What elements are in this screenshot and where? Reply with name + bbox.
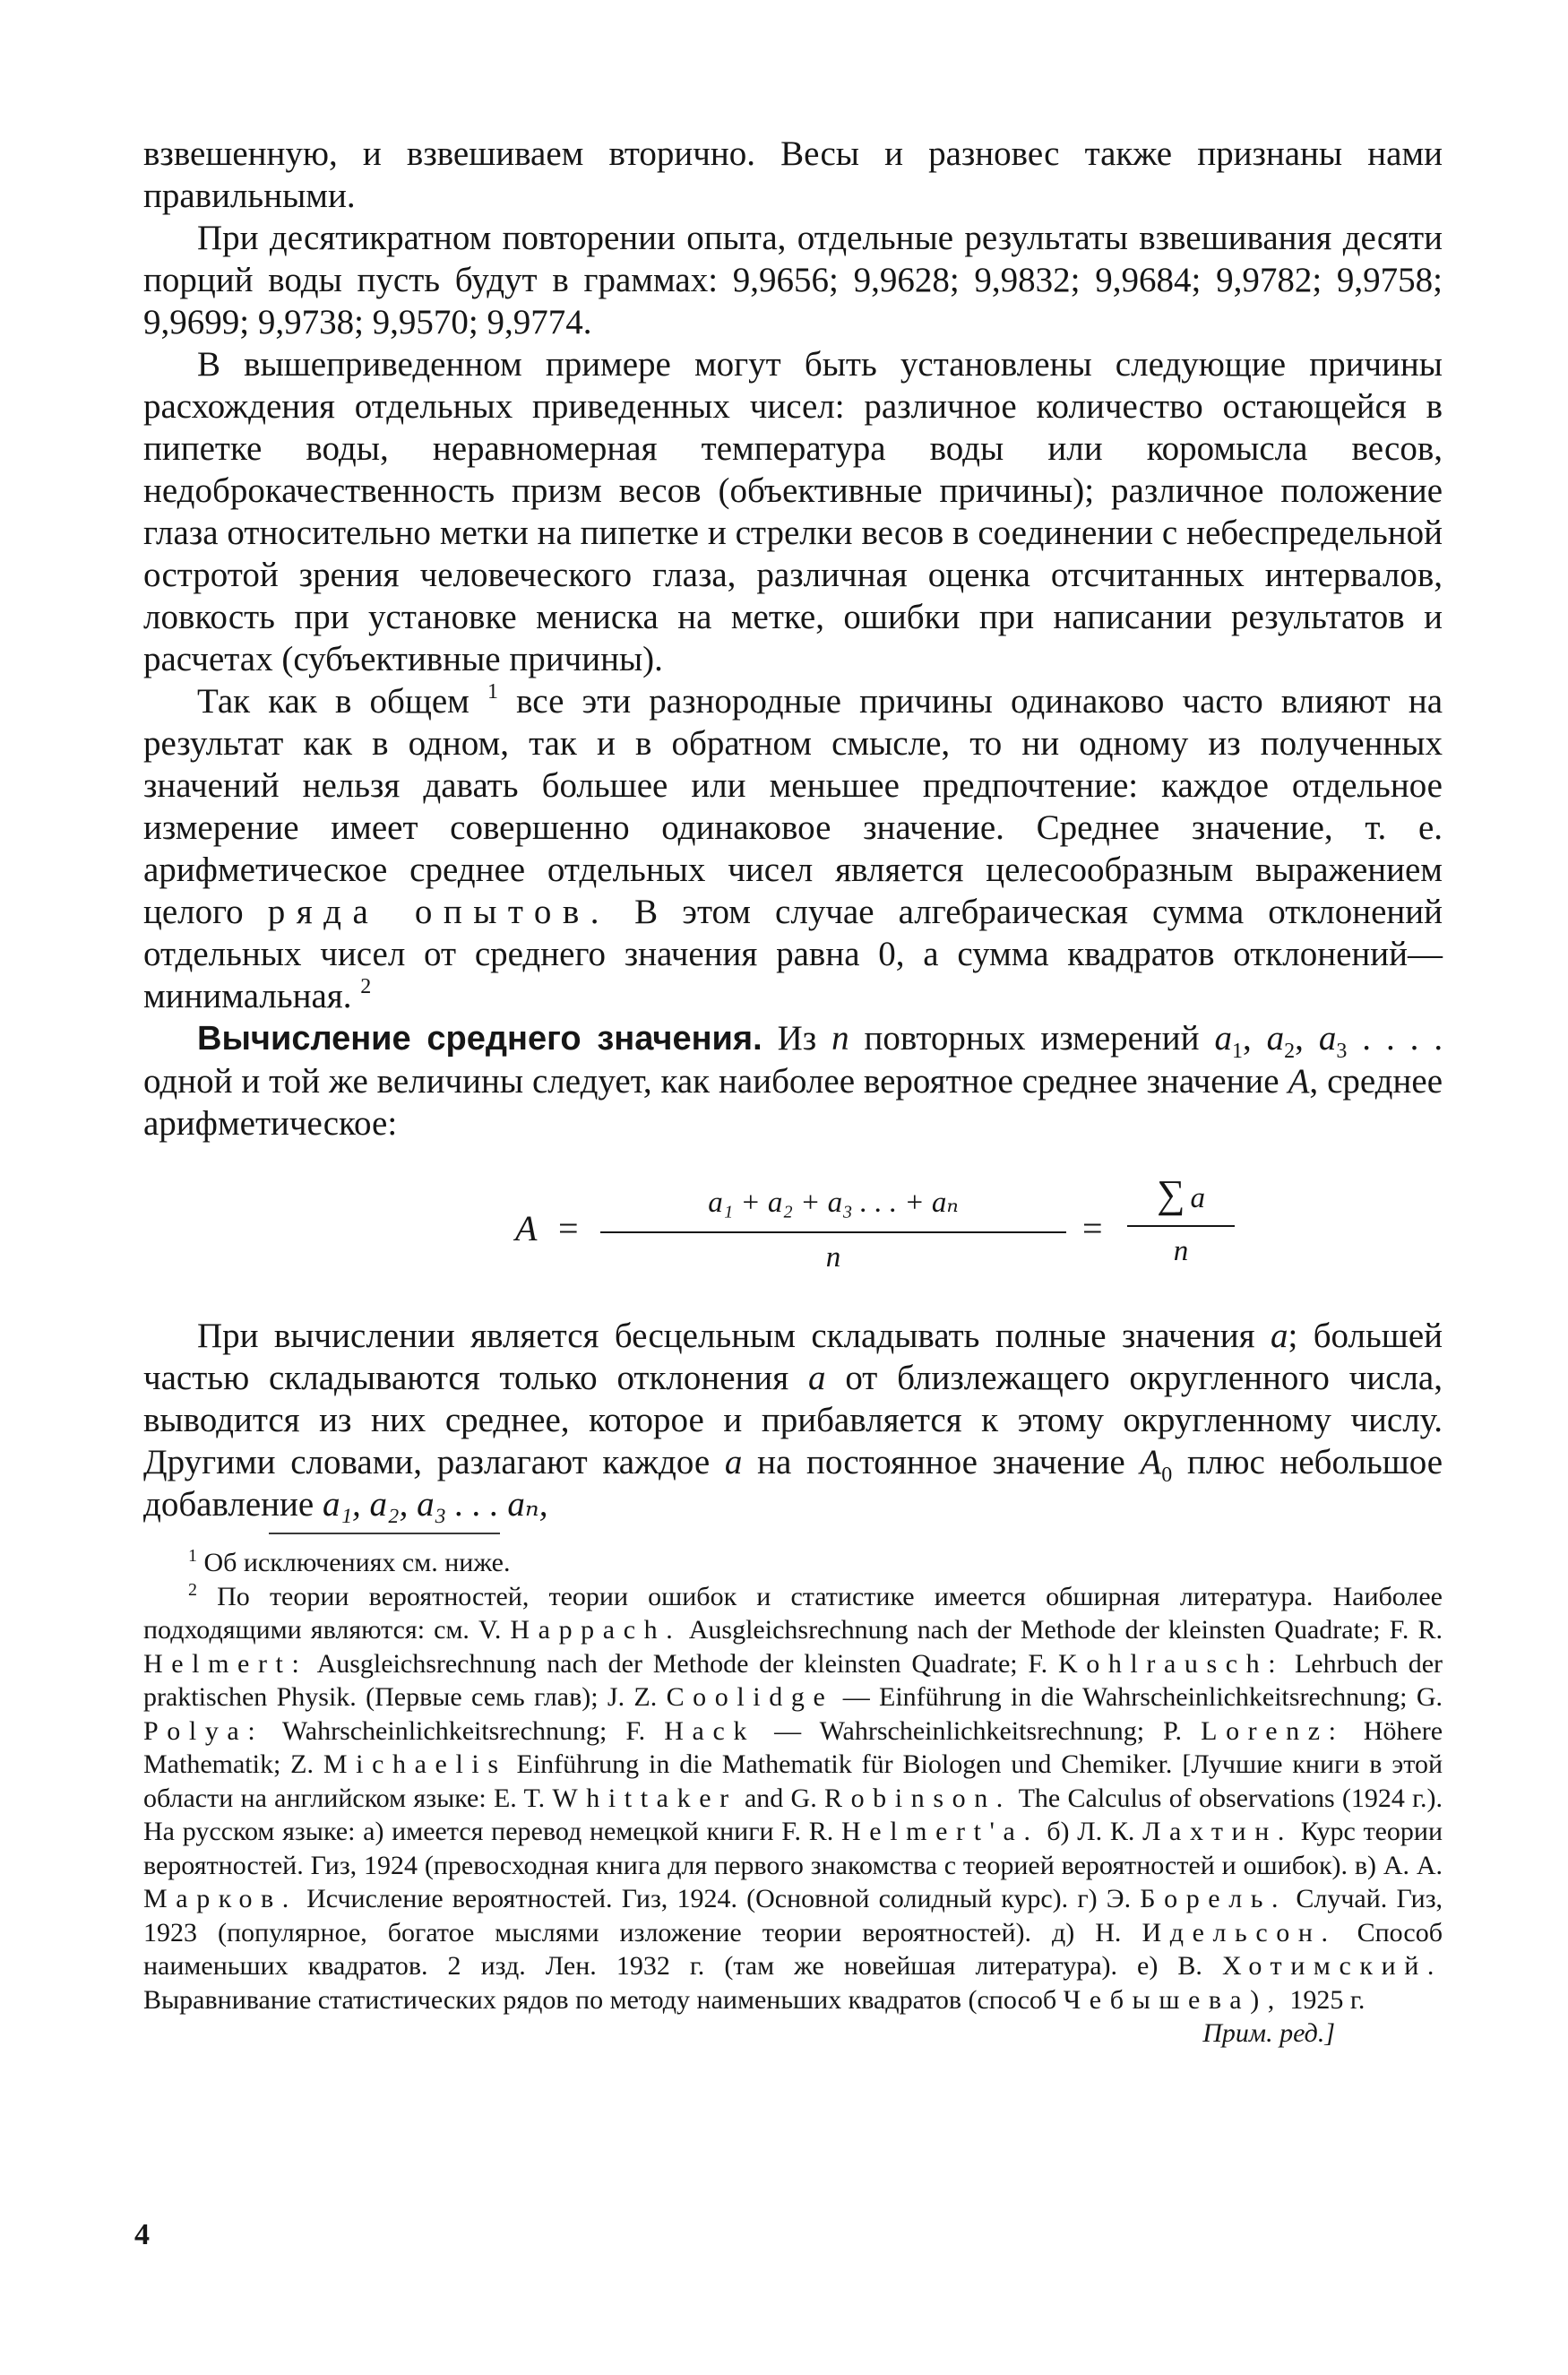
footnotes bbox=[143, 1546, 1443, 2051]
paragraph-mean-value: Так как в общем $^1$ все эти разнородные причины одинаково часто влияют на результат как в одном, так и в обратном смысле, то ни одному из полученных значений нельзя давать большее или меньшее предпочтение: каждое отдельное измерение имеет совершенно одинаковое значение. Среднее значение, т. е. арифметическое среднее отдельных чисел является целесообразным выражением целого ряда опытов. В этом случае алгебраическая сумма отклонений отдельных чисел от среднего значения равна 0, а сумма квадратов отклонений—минимальная. $^2$ bbox=[143, 680, 1443, 1015]
footnote-ref-1: 1 bbox=[487, 680, 498, 704]
footnote-rule bbox=[269, 1533, 500, 1534]
formula-fraction-sigma: $\frac{\sum a}{n}$ bbox=[1127, 1173, 1235, 1273]
paragraph-computation: Вычисление среднего значения. Из n повторных измерений $a_1$, $a_2$, $a_3$ . . . . одной и той же величины следует, как наиболее вероятное среднее значение A, среднее арифметическое: bbox=[143, 1019, 1443, 1143]
sigma-icon: ∑ bbox=[1157, 1172, 1185, 1216]
paragraph-weighings: При десятикратном повторении опыта, отдельные результаты взвешивания десяти порций воды пусть будут в граммах: 9,9656; 9,9628; 9,9832; 9,9684; 9,9782; 9,9758; 9,9699; 9,9738; 9,9570; 9,9774. bbox=[143, 219, 1443, 341]
paragraph-causes: В вышеприведенном примере могут быть установлены следующие причины расхождения отдельных приведенных чисел: различное количество остающейся в пипетке воды, неравномерная температура воды или коромысла весов, недоброкачественность призм весов (объективные причины); различное положение глаза относительно метки на пипетке и стрелки весов в соединении с небеспредельной остротой зрения человеческого глаза, различная оценка отсчитанных интервалов, ловкость при установке мениска на метке, ошибки при написании результатов и расчетах (субъективные причины). bbox=[143, 345, 1443, 678]
paragraph-deviations: При вычислении является бесцельным складывать полные значения a; большей частью складываются только отклонения a от близлежащего округленного числа, выводится из них среднее, которое и прибавляется к этому округленному числу. Другими словами, разлагают каждое a на постоянное значение $A_0$ плюс небольшое добавление a₁, a₂, a₃ . . . aₙ, bbox=[143, 1317, 1443, 1524]
formula-fraction-sum bbox=[600, 1182, 1066, 1279]
main-text bbox=[143, 133, 1443, 1525]
formula-equals-2: = bbox=[1082, 1208, 1103, 1248]
footnote-ref-2: 2 bbox=[360, 975, 372, 998]
footnote-1: $^1$ Об исключениях см. ниже. bbox=[188, 1546, 511, 1577]
spaced-emphasis: ряда опытов. bbox=[267, 893, 611, 931]
editor-note-sign: Прим. ред.] bbox=[1202, 2018, 1335, 2048]
formula-equals-1: = bbox=[558, 1208, 579, 1248]
page-number: 4 bbox=[134, 2218, 150, 2251]
mean-formula bbox=[143, 1164, 1443, 1299]
footnote-2: $^2$ По теории вероятностей, теории ошибок и статистике имеется обширная литература. Наиболее подходящими являются: см. V. Happach. Ausgleichsrechnung nach der Methode der kleinsten Quadrate; F. R. Helmert: Ausgleichsrechnung nach der Methode der kleinsten Quadrate; F. Kohlrausch: Lehrbuch der praktischen Physik. (Первые семь глав); J. Z. Coolidge — Einführung in die Wahrscheinlichkeitsrechnung; G. Polya: Wahrscheinlichkeitsrechnung; F. Hack — Wahrscheinlichkeitsrechnung; P. Lorenz: Höhere Mathematik; Z. Michaelis Einführung in die Mathematik für Biologen und Chemiker. [Лучшие книги в этой области на английском языке: E. T. Whittaker and G. Robinson. The Calculus of observations (1924 г.). На русском языке: а) имеется перевод немецкой книги F. R. Helmert'a. б) Л. К. Лахтин. Курс теории вероятностей. Гиз, 1924 (превосходная книга для первого знакомства с теорией вероятностей и ошибок). в) А. А. Марков. Исчисление вероятностей. Гиз, 1924. (Основной солидный курс). г) Э. Борель. Случай. Гиз, 1923 (популярное, богатое мыслями изложение теории вероятностей). д) Н. Идельсон. Способ наименьших квадратов. 2 изд. Лен. 1932 г. (там же новейшая литература). е) В. Хотимский. Выравнивание статистических рядов по методу наименьших квадратов (способ Чебышева), 1925 г. bbox=[143, 1579, 1443, 2015]
paragraph-continuation: взвешенную, и взвешиваем вторично. Весы и разновес также признаны нами правильными. bbox=[143, 134, 1443, 215]
formula-numerator: a₁ + a₂ + a₃ . . . + aₙ bbox=[600, 1182, 1066, 1233]
formula-sigma-denominator: n bbox=[1173, 1235, 1189, 1267]
formula-lhs: A bbox=[515, 1208, 538, 1248]
section-heading: Вычисление среднего значения. bbox=[197, 1020, 762, 1058]
formula-denominator: n bbox=[825, 1241, 841, 1274]
